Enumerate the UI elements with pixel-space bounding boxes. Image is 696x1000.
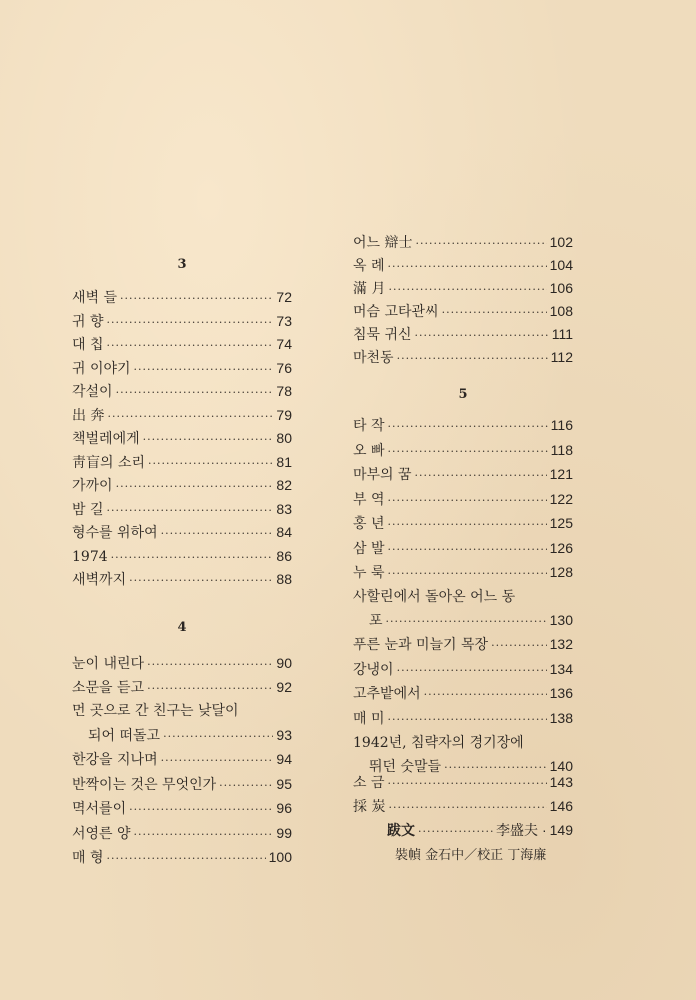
toc-entry xyxy=(353,346,573,368)
dot-leader xyxy=(388,416,548,438)
toc-entry-title: 침묵 귀신 xyxy=(353,327,412,343)
toc-entry xyxy=(72,310,292,332)
toc-entry xyxy=(353,707,573,729)
dot-leader xyxy=(129,570,273,592)
toc-entry xyxy=(353,439,573,461)
dot-leader xyxy=(107,406,273,428)
toc-entry xyxy=(353,609,573,631)
dot-leader xyxy=(388,539,547,561)
toc-entry-page: 104 xyxy=(549,257,573,273)
dot-leader xyxy=(416,233,547,255)
toc-entry-page: 143 xyxy=(549,774,573,790)
dot-leader xyxy=(107,500,274,522)
toc-entry-title: 각설이 xyxy=(72,384,113,400)
toc-entry-page: 84 xyxy=(276,524,292,540)
dot-leader xyxy=(388,797,546,819)
toc-entry xyxy=(72,380,292,402)
toc-entry-page: 116 xyxy=(550,417,573,433)
toc-entry xyxy=(353,488,573,510)
dot-leader xyxy=(415,465,547,487)
toc-entry-page: 132 xyxy=(549,636,573,652)
toc-entry-title: 새벽 들 xyxy=(72,290,118,306)
toc-entry xyxy=(72,676,292,698)
toc-entry-page: 108 xyxy=(549,303,573,319)
toc-entry-title: 가까이 xyxy=(72,478,113,494)
dot-leader xyxy=(120,288,273,310)
toc-entry-title: 타 작 xyxy=(353,418,385,434)
toc-entry-page: 88 xyxy=(276,571,292,587)
toc-entry xyxy=(353,537,573,559)
toc-entry-title: 밤 길 xyxy=(72,501,104,518)
toc-entry xyxy=(353,231,573,253)
toc-entry-title: 대 칩 xyxy=(72,337,104,353)
toc-entry-page: 140 xyxy=(549,758,573,774)
dot-leader xyxy=(491,635,547,657)
toc-entry-title: 강냉이 xyxy=(353,661,394,678)
toc-entry-title: 귀 이야기 xyxy=(72,360,131,377)
toc-entry-page: 93 xyxy=(276,727,292,743)
toc-entry-long-line: 먼 곳으로 간 친구는 낮달이 xyxy=(72,703,239,719)
toc-entry xyxy=(353,658,573,680)
toc-entry-page: 83 xyxy=(276,500,292,517)
toc-entry-page: 76 xyxy=(276,359,292,376)
toc-entry-title: 어느 辯士 xyxy=(353,235,413,251)
toc-entry-title: 한강을 지나며 xyxy=(72,752,158,768)
toc-entry-page: 86 xyxy=(276,547,292,564)
dot-leader xyxy=(134,359,274,381)
dot-leader xyxy=(388,514,547,536)
toc-entry-title: 跋文 xyxy=(387,823,415,839)
toc-entry-title: 누 룩 xyxy=(353,565,385,581)
toc-entry-long-line: 사할린에서 돌아온 어느 동 xyxy=(353,589,516,605)
toc-entry xyxy=(72,286,292,308)
section-number-5: 5 xyxy=(458,387,468,402)
dot-leader xyxy=(111,547,274,569)
toc-entry-page: 92 xyxy=(276,679,292,695)
dot-leader xyxy=(418,821,493,843)
toc-entry-title: 부 역 xyxy=(353,491,385,508)
toc-entry xyxy=(353,795,573,817)
dot-leader xyxy=(388,279,546,301)
dot-leader xyxy=(129,799,273,821)
dot-leader xyxy=(388,256,547,278)
toc-entry xyxy=(72,748,292,770)
dot-leader xyxy=(219,775,273,797)
section-number-3: 3 xyxy=(177,257,187,272)
dot-leader xyxy=(386,611,547,633)
toc-entry-title: 푸른 눈과 미늘기 목장 xyxy=(353,637,489,653)
dot-leader xyxy=(107,312,274,334)
toc-entry xyxy=(353,300,573,322)
toc-entry-title: 마천동 xyxy=(353,350,394,366)
toc-entry-title: 오 빠 xyxy=(353,442,385,459)
dot-leader xyxy=(107,335,274,357)
dot-leader xyxy=(134,824,274,846)
toc-entry xyxy=(72,427,292,449)
toc-entry-page: 94 xyxy=(276,751,292,767)
dot-leader xyxy=(107,848,266,870)
toc-entry-page: 90 xyxy=(276,655,292,671)
toc-entry-title: 책벌레에게 xyxy=(72,431,140,447)
toc-entry-page: 73 xyxy=(276,312,292,329)
toc-entry-title: 귀 향 xyxy=(72,313,104,330)
toc-entry-page: 102 xyxy=(549,234,573,250)
toc-entry-page-sep: · xyxy=(541,822,547,838)
dot-leader xyxy=(147,678,273,700)
toc-entry-title: 소 금 xyxy=(353,775,385,791)
toc-entry xyxy=(72,822,292,844)
toc-entry xyxy=(353,771,573,793)
toc-entry xyxy=(72,404,292,426)
toc-entry-page: 99 xyxy=(276,824,292,841)
toc-entry-page: 136 xyxy=(549,685,573,701)
toc-entry xyxy=(72,568,292,590)
toc-entry-title: 옥 례 xyxy=(353,258,385,274)
toc-entry-title: 반짝이는 것은 무엇인가 xyxy=(72,776,217,793)
toc-entry-title: 머슴 고타관씨 xyxy=(353,304,439,320)
dot-leader xyxy=(397,660,547,682)
toc-entry-title: 滿 月 xyxy=(353,281,386,297)
toc-entry-title: 서영른 양 xyxy=(72,825,131,842)
toc-entry-title: 삼 발 xyxy=(353,540,385,557)
dot-leader xyxy=(424,684,547,706)
toc-entry-page: 118 xyxy=(550,441,573,458)
toc-entry-title: 뛰던 숫말들 xyxy=(369,759,442,775)
toc-entry-page: 81 xyxy=(276,453,292,470)
dot-leader xyxy=(116,476,274,498)
toc-entry-page: 126 xyxy=(549,539,573,556)
toc-entry xyxy=(72,773,292,795)
dot-leader xyxy=(148,453,273,475)
toc-entry-title: 멱서를이 xyxy=(72,801,127,817)
toc-entry-page: 78 xyxy=(276,383,292,399)
toc-entry xyxy=(72,498,292,520)
dot-leader xyxy=(388,490,547,512)
toc-entry xyxy=(353,414,573,436)
toc-entry-title: 홍 년 xyxy=(353,516,385,532)
toc-entry-page: 130 xyxy=(549,612,573,628)
toc-entry xyxy=(353,323,573,345)
toc-entry-afterword xyxy=(387,819,573,841)
toc-entry-page: 146 xyxy=(549,798,573,814)
toc-entry-page: 95 xyxy=(276,775,292,792)
dot-leader xyxy=(388,773,547,795)
toc-entry-page: 138 xyxy=(549,709,573,726)
toc-entry xyxy=(353,633,573,655)
toc-entry-page: 106 xyxy=(549,280,573,296)
section-number-4: 4 xyxy=(177,620,187,635)
toc-entry-title: 형수를 위하여 xyxy=(72,525,158,541)
toc-entry xyxy=(72,521,292,543)
afterword-author: 李盛夫 xyxy=(495,823,538,839)
toc-entry-page: 79 xyxy=(276,406,292,423)
toc-entry xyxy=(72,357,292,379)
toc-entry-page: 74 xyxy=(276,336,292,352)
dot-leader xyxy=(388,709,547,731)
toc-entry-title: 매 형 xyxy=(72,850,104,866)
dot-leader xyxy=(442,302,547,324)
dot-leader xyxy=(397,348,548,370)
toc-entry-title: 눈이 내린다 xyxy=(72,656,145,672)
toc-entry-page: 111 xyxy=(551,326,573,342)
toc-entry-page: 112 xyxy=(550,349,573,365)
toc-entry-title: 靑盲의 소리 xyxy=(72,454,146,471)
toc-entry-long-line: 1942년, 침략자의 경기장에 xyxy=(353,735,524,751)
toc-entry xyxy=(72,333,292,355)
toc-entry xyxy=(72,724,292,746)
toc-entry-page: 100 xyxy=(268,849,292,865)
toc-entry-page: 121 xyxy=(549,466,573,482)
dot-leader xyxy=(143,429,274,451)
toc-entry-page: 122 xyxy=(549,490,573,507)
dot-leader xyxy=(161,750,274,772)
toc-entry-page: 96 xyxy=(276,800,292,816)
toc-entry-page: 134 xyxy=(549,660,573,677)
toc-entry-page: 149 xyxy=(549,822,573,838)
toc-entry-title: 소문을 듣고 xyxy=(72,680,145,696)
toc-entry xyxy=(353,254,573,276)
toc-entry-title: 새벽까지 xyxy=(72,572,127,588)
toc-entry-title: 1974 xyxy=(72,548,108,565)
dot-leader xyxy=(116,382,274,404)
toc-entry xyxy=(353,561,573,583)
toc-entry-title: 매 미 xyxy=(353,710,385,727)
dot-leader xyxy=(163,726,273,748)
toc-entry-page: 125 xyxy=(549,515,573,531)
dot-leader xyxy=(147,654,273,676)
toc-entry-title: 마부의 꿈 xyxy=(353,467,412,483)
toc-entry-title: 出 奔 xyxy=(72,407,105,424)
toc-entry xyxy=(72,652,292,674)
toc-entry xyxy=(72,474,292,496)
dot-leader xyxy=(388,441,548,463)
dot-leader xyxy=(415,325,549,347)
book-credits: 裝幀 金石中／校正 丁海廉 xyxy=(395,848,547,863)
toc-entry xyxy=(72,545,292,567)
toc-entry-title: 고추밭에서 xyxy=(353,686,421,702)
dot-leader xyxy=(161,523,274,545)
toc-entry-page: 72 xyxy=(276,289,292,305)
toc-entry-title: 되어 떠돌고 xyxy=(88,728,161,744)
dot-leader xyxy=(388,563,547,585)
toc-entry-title: 포 xyxy=(369,613,383,629)
toc-entry xyxy=(353,682,573,704)
toc-entry-page: 80 xyxy=(276,430,292,446)
toc-entry xyxy=(72,797,292,819)
toc-entry xyxy=(72,846,292,868)
toc-entry-page: 82 xyxy=(276,477,292,493)
toc-entry xyxy=(353,277,573,299)
toc-entry-title: 採 炭 xyxy=(353,799,386,815)
toc-entry xyxy=(353,512,573,534)
toc-entry xyxy=(72,451,292,473)
toc-entry-page: 128 xyxy=(549,564,573,580)
toc-entry xyxy=(353,463,573,485)
